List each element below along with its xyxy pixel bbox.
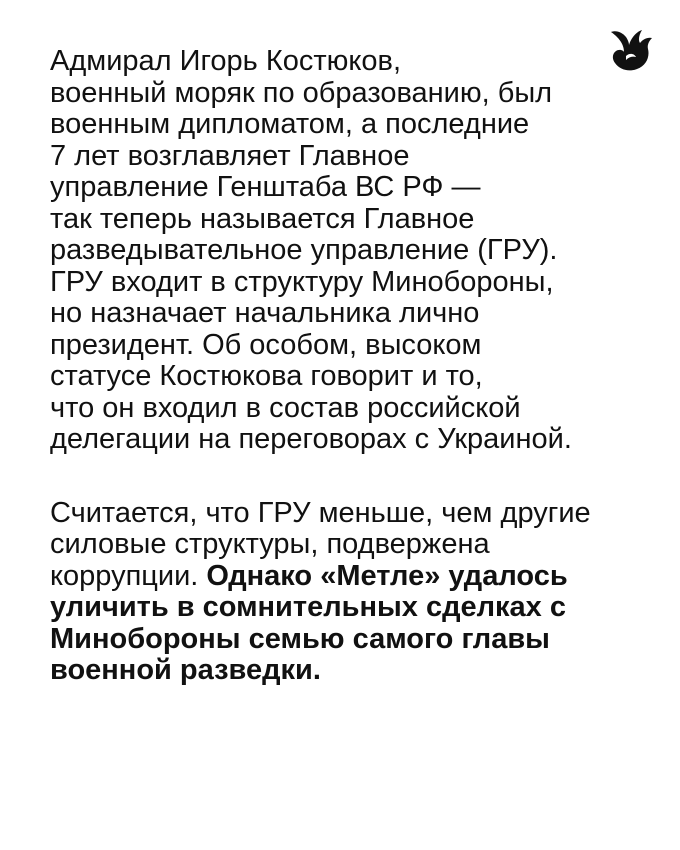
text-line: делегации на переговорах с Украиной.	[50, 423, 572, 455]
text-line: 7 лет возглавляет Главное	[50, 139, 410, 172]
text-line: военный моряк по образованию, был	[50, 76, 553, 109]
emphasis-text: Однако «Метле» удалось	[206, 559, 568, 592]
article-body	[50, 46, 650, 687]
regular-text: коррупции.	[50, 559, 207, 592]
text-line: статусе Костюкова говорит и то,	[50, 360, 483, 392]
text-line: силовые структуры, подвержена	[50, 528, 490, 560]
text-line: президент. Об особом, высоком	[50, 328, 482, 361]
text-line: Считается, что ГРУ меньше, чем другие	[50, 496, 591, 529]
text-line: что он входил в состав российской	[50, 391, 521, 424]
text-line: Адмирал Игорь Костюков,	[50, 45, 402, 77]
paragraph-spacer	[50, 456, 650, 498]
emphasis-line: уличить в сомнительных сделках с	[50, 591, 566, 623]
text-line: ГРУ входит в структуру Минобороны,	[50, 265, 554, 298]
text-line: так теперь называется Главное	[50, 202, 475, 235]
emphasis-line: Минобороны семью самого главы	[50, 622, 550, 655]
paragraph-2	[50, 498, 650, 687]
text-line: управление Генштаба ВС РФ —	[50, 171, 481, 203]
text-line-mixed	[50, 561, 650, 593]
text-line: военным дипломатом, а последние	[50, 108, 530, 140]
emphasis-line: военной разведки.	[50, 654, 321, 686]
text-line: но назначает начальника лично	[50, 297, 480, 329]
paragraph-1	[50, 46, 650, 456]
text-line: разведывательное управление (ГРУ).	[50, 234, 558, 266]
